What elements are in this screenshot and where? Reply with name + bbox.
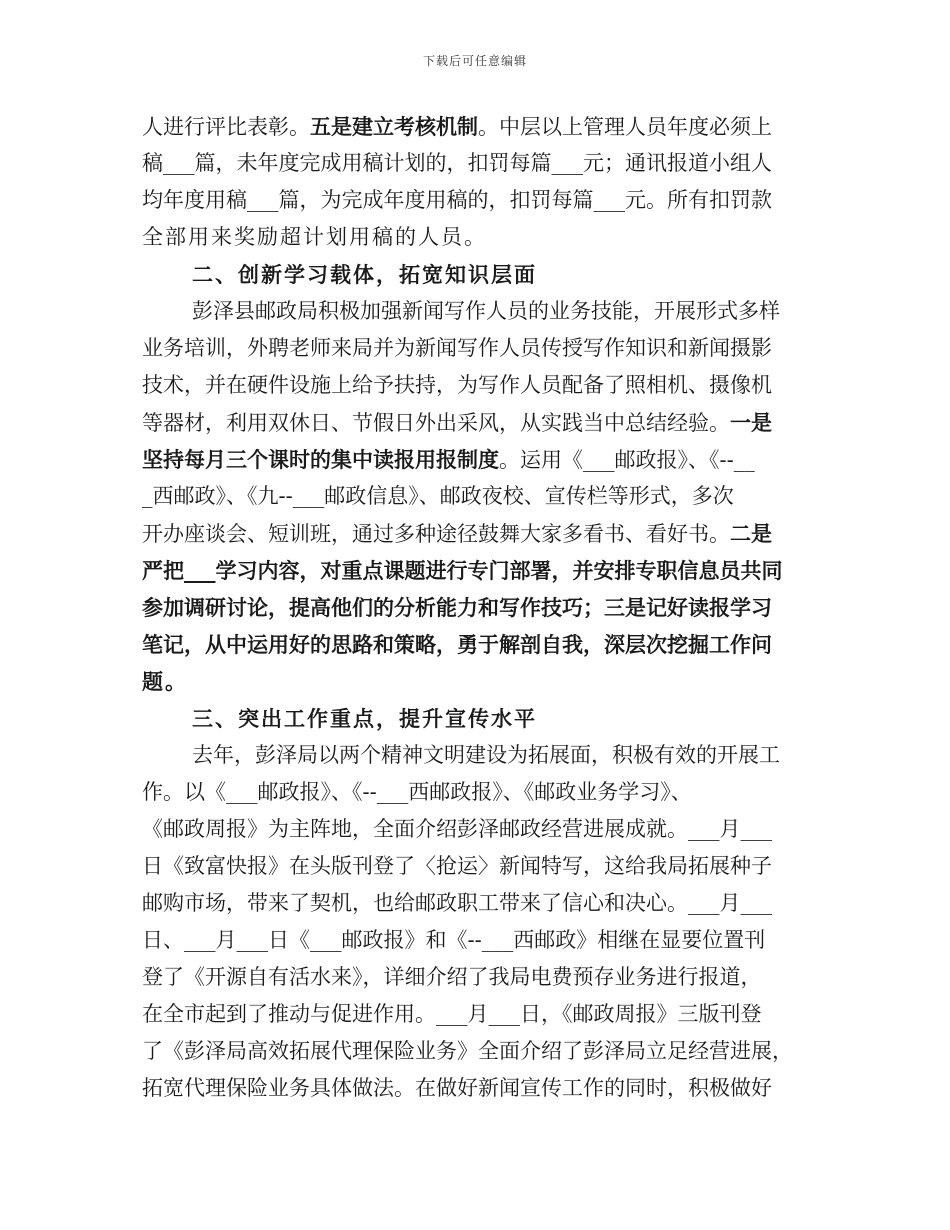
text-line xyxy=(142,478,812,515)
text-run: 彭泽县邮政局积极加强新闻写作人员的业务技能，开展形式多样 xyxy=(192,299,780,323)
text-run: 日《致富快报》在头版刊登了〈抢运〉新闻特写，这给我局拓展种子 xyxy=(142,854,772,878)
bold-text: 笔记，从中运用好的思路和策略，勇于解剖自我，深层次挖掘工作问 xyxy=(142,632,772,657)
text-line xyxy=(142,219,812,256)
text-line xyxy=(142,330,812,367)
text-line xyxy=(142,441,812,478)
text-run: 作。以《___邮政报》、《--___西邮政报》、《邮政业务学习》、 xyxy=(142,780,692,804)
text-run: 《邮政周报》为主阵地，全面介绍彭泽邮政经营进展成就。___月___ xyxy=(142,817,772,841)
text-line xyxy=(142,1070,812,1107)
text-line xyxy=(142,885,812,922)
text-line xyxy=(142,774,812,811)
text-line xyxy=(142,515,812,552)
bold-text: 三、突出工作重点，提升宣传水平 xyxy=(192,706,537,731)
text-line xyxy=(142,626,812,663)
text-run: 技术，并在硬件设施上给予扶持，为写作人员配备了照相机、摄像机 xyxy=(142,373,772,397)
text-line xyxy=(142,108,812,145)
bold-text: 题。 xyxy=(142,669,188,694)
text-line xyxy=(142,959,812,996)
text-line xyxy=(142,552,812,589)
text-line xyxy=(142,404,812,441)
bold-text: 二是 xyxy=(730,521,772,546)
text-run: _西邮政》、《九--___邮政信息》、邮政夜校、宣传栏等形式，多次 xyxy=(142,484,734,508)
text-line xyxy=(142,811,812,848)
page-header: 下载后可任意编辑 xyxy=(422,54,527,68)
text-line xyxy=(142,182,812,219)
text-run: 。中层以上管理人员年度必须上 xyxy=(478,115,772,139)
text-run: 拓宽代理保险业务具体做法。在做好新闻宣传工作的同时，积极做好 xyxy=(142,1076,772,1100)
bold-text: 五是建立考核机制 xyxy=(310,114,478,139)
text-run: 稿___篇，未年度完成用稿计划的，扣罚每篇___元；通讯报道小组人 xyxy=(142,151,772,175)
bold-text: 参加调研讨论，提高他们的分析能力和写作技巧；三是记好读报学习 xyxy=(142,595,772,620)
text-run: 。运用《___邮政报》、《--__ xyxy=(499,448,755,472)
bold-text: 一是 xyxy=(730,410,772,435)
text-run: 登了《开源自有活水来》，详细介绍了我局电费预存业务进行报道， xyxy=(142,965,762,989)
text-run: 均年度用稿___篇，为完成年度用稿的，扣罚每篇___元。所有扣罚款 xyxy=(142,188,772,212)
text-line xyxy=(142,589,812,626)
bold-text: 严把___学习内容，对重点课题进行专门部署，并安排专职信息员共同 xyxy=(142,558,783,583)
text-line xyxy=(142,663,812,700)
text-run: 邮购市场，带来了契机，也给邮政职工带来了信心和决心。___月___ xyxy=(142,891,772,915)
section-heading xyxy=(142,256,812,293)
text-run: 在全市起到了推动与促进作用。___月___日，《邮政周报》三版刊登 xyxy=(142,1002,762,1026)
text-run: 开办座谈会、短训班，通过多种途径鼓舞大家多看书、看好书。 xyxy=(142,522,730,546)
text-line xyxy=(142,367,812,404)
bold-text: 坚持每月三个课时的集中读报用报制度 xyxy=(142,447,499,472)
text-run: 日、___月___日《___邮政报》和《--___西邮政》相继在显要位置刊 xyxy=(142,928,766,952)
text-line xyxy=(142,145,812,182)
text-run: 了《彭泽局高效拓展代理保险业务》全面介绍了彭泽局立足经营进展， xyxy=(142,1039,793,1063)
text-run: 人进行评比表彰。 xyxy=(142,115,310,139)
text-line xyxy=(142,293,812,330)
text-run: 等器材，利用双休日、节假日外出采风，从实践当中总结经验。 xyxy=(142,411,730,435)
text-line xyxy=(142,848,812,885)
section-heading xyxy=(142,700,812,737)
text-run: 去年，彭泽局以两个精神文明建设为拓展面，积极有效的开展工 xyxy=(192,743,780,767)
document-body xyxy=(142,108,812,1107)
text-run: 全部用来奖励超计划用稿的人员。 xyxy=(142,225,487,249)
text-line xyxy=(142,996,812,1033)
text-run: 业务培训，外聘老师来局并为新闻写作人员传授写作知识和新闻摄影 xyxy=(142,336,772,360)
bold-text: 二、创新学习载体，拓宽知识层面 xyxy=(192,262,537,287)
text-line xyxy=(142,922,812,959)
text-line xyxy=(142,737,812,774)
text-line xyxy=(142,1033,812,1070)
